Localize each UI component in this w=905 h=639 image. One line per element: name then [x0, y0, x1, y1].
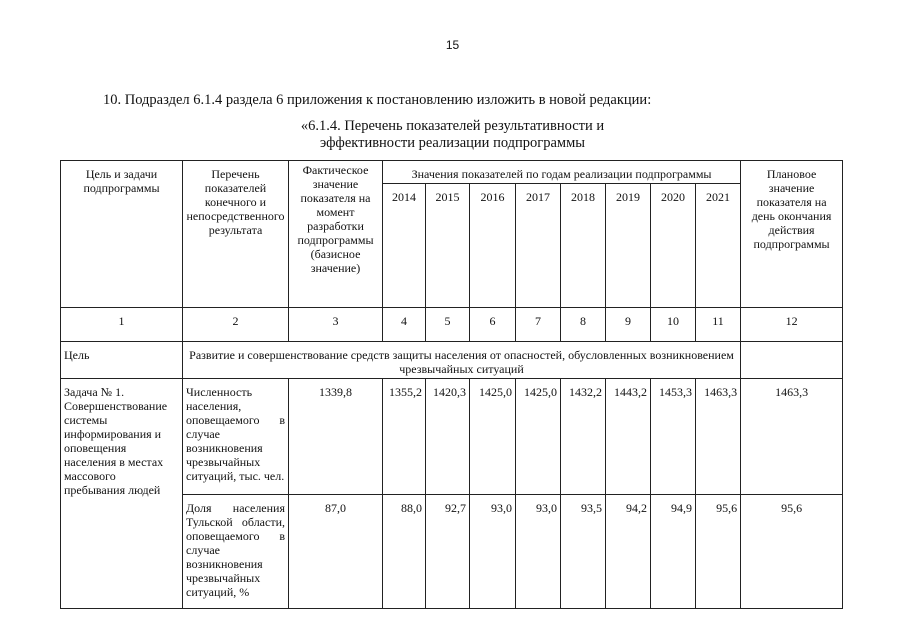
page-number: 15 [445, 38, 460, 52]
year-value: 94,9 [651, 495, 696, 609]
column-number: 10 [651, 308, 696, 342]
column-number: 6 [470, 308, 516, 342]
year-value: 1425,0 [516, 379, 561, 495]
section-title-line-1: «6.1.4. Перечень показателей результативности и [300, 118, 605, 134]
indicator-name: Доля населения Тульской области, оповещаемого в случае возникновения чрезвычайных ситуаций, % [183, 495, 289, 609]
year-value: 95,6 [696, 495, 741, 609]
column-number: 7 [516, 308, 561, 342]
actual-value: 1339,8 [289, 379, 383, 495]
section-title-line-2: эффективности реализации подпрограммы [319, 135, 586, 151]
year-value: 1432,2 [561, 379, 606, 495]
year-value: 92,7 [426, 495, 470, 609]
header-indicators: Перечень показателей конечного и непосредственного результата [183, 161, 289, 308]
intro-paragraph: 10. Подраздел 6.1.4 раздела 6 приложения к постановлению изложить в новой редакции: [103, 92, 652, 108]
goal-text: Развитие и совершенствование средств защиты населения от опасностей, обусловленных возникновением чрезвычайных ситуаций [183, 342, 741, 379]
header-actual: Фактическое значение показателя на момент разработки подпрограммы (базисное значение) [289, 161, 383, 308]
header-year: 2019 [606, 184, 651, 308]
header-year: 2018 [561, 184, 606, 308]
column-number: 3 [289, 308, 383, 342]
year-value: 1420,3 [426, 379, 470, 495]
goal-empty-cell [741, 342, 843, 379]
column-number: 4 [383, 308, 426, 342]
year-value: 1355,2 [383, 379, 426, 495]
task-label: Задача № 1. Совершенствование системы информирования и оповещения населения в местах массового пребывания людей [61, 379, 183, 609]
year-value: 93,0 [516, 495, 561, 609]
year-value: 1443,2 [606, 379, 651, 495]
column-number: 9 [606, 308, 651, 342]
year-value: 93,5 [561, 495, 606, 609]
year-value: 93,0 [470, 495, 516, 609]
goal-row [61, 342, 843, 379]
column-number: 2 [183, 308, 289, 342]
header-year: 2017 [516, 184, 561, 308]
header-row-1 [61, 161, 843, 184]
goal-label: Цель [61, 342, 183, 379]
year-value: 1425,0 [470, 379, 516, 495]
table-row [61, 379, 843, 495]
section-title [0, 118, 905, 152]
year-value: 88,0 [383, 495, 426, 609]
header-goal: Цель и задачи подпрограммы [61, 161, 183, 308]
header-planned: Плановое значение показателя на день окончания действия подпрограммы [741, 161, 843, 308]
header-year: 2021 [696, 184, 741, 308]
year-value: 1463,3 [696, 379, 741, 495]
header-year: 2014 [383, 184, 426, 308]
column-number: 8 [561, 308, 606, 342]
header-by-years: Значения показателей по годам реализации подпрограммы [383, 161, 741, 184]
header-year: 2016 [470, 184, 516, 308]
actual-value: 87,0 [289, 495, 383, 609]
column-number: 1 [61, 308, 183, 342]
indicators-table [60, 160, 843, 609]
year-value: 94,2 [606, 495, 651, 609]
column-number: 11 [696, 308, 741, 342]
column-number: 12 [741, 308, 843, 342]
column-number: 5 [426, 308, 470, 342]
header-year: 2015 [426, 184, 470, 308]
planned-value: 1463,3 [741, 379, 843, 495]
planned-value: 95,6 [741, 495, 843, 609]
header-year: 2020 [651, 184, 696, 308]
column-number-row [61, 308, 843, 342]
indicator-name: Численность населения, оповещаемого в случае возникновения чрезвычайных ситуаций, тыс. чел. [183, 379, 289, 495]
year-value: 1453,3 [651, 379, 696, 495]
